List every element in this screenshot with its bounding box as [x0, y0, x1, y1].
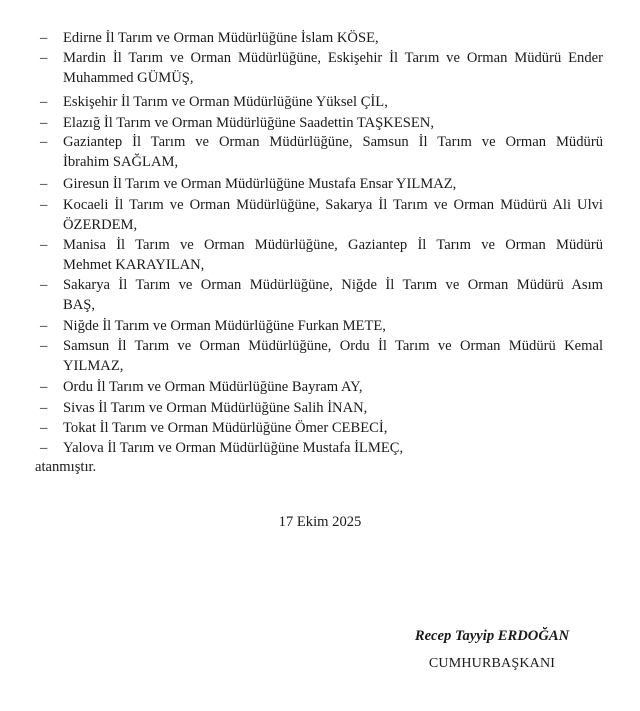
list-item-text-continued: Muhammed GÜMÜŞ, — [63, 70, 194, 86]
list-dash: – — [40, 277, 48, 293]
list-item-text: Elazığ İl Tarım ve Orman Müdürlüğüne Saadettin TAŞKESEN, — [63, 115, 434, 131]
list-item-text: Sakarya İl Tarım ve Orman Müdürlüğüne, Niğde İl Tarım ve Orman Müdürü Asım — [63, 277, 603, 293]
list-item-text-continued: YILMAZ, — [63, 358, 124, 374]
list-item-text: Giresun İl Tarım ve Orman Müdürlüğüne Mustafa Ensar YILMAZ, — [63, 176, 457, 192]
list-item-text-continued: ÖZERDEM, — [63, 217, 138, 233]
list-dash: – — [40, 440, 48, 456]
list-item-text: Yalova İl Tarım ve Orman Müdürlüğüne Mustafa İLMEÇ, — [63, 440, 404, 456]
list-item-text: Samsun İl Tarım ve Orman Müdürlüğüne, Ordu İl Tarım ve Orman Müdürü Kemal — [63, 338, 603, 354]
list-dash: – — [40, 400, 48, 416]
closing-text: atanmıştır. — [35, 459, 97, 475]
list-item-text: Tokat İl Tarım ve Orman Müdürlüğüne Ömer CEBECİ, — [63, 420, 388, 436]
list-item-text: Niğde İl Tarım ve Orman Müdürlüğüne Furkan METE, — [63, 318, 386, 334]
list-dash: – — [40, 134, 48, 150]
list-item-text-continued: Mehmet KARAYILAN, — [63, 257, 205, 273]
list-dash: – — [40, 50, 48, 66]
list-dash: – — [40, 237, 48, 253]
list-item-text-continued: BAŞ, — [63, 297, 96, 313]
list-item-text: Manisa İl Tarım ve Orman Müdürlüğüne, Gaziantep İl Tarım ve Orman Müdürü — [63, 237, 603, 253]
signer-title: CUMHURBAŞKANI — [428, 656, 556, 671]
list-dash: – — [40, 197, 48, 213]
list-item-text-continued: İbrahim SAĞLAM, — [63, 154, 179, 170]
list-item-text: Gaziantep İl Tarım ve Orman Müdürlüğüne, Samsun İl Tarım ve Orman Müdürü — [63, 134, 603, 150]
list-item-text: Sivas İl Tarım ve Orman Müdürlüğüne Salih İNAN, — [63, 400, 368, 416]
list-dash: – — [40, 176, 48, 192]
list-dash: – — [40, 338, 48, 354]
list-item-text: Edirne İl Tarım ve Orman Müdürlüğüne İslam KÖSE, — [63, 30, 379, 46]
signer-name: Recep Tayyip ERDOĞAN — [414, 628, 570, 644]
list-item-text: Mardin İl Tarım ve Orman Müdürlüğüne, Eskişehir İl Tarım ve Orman Müdürü Ender — [63, 50, 603, 66]
list-dash: – — [40, 115, 48, 131]
list-dash: – — [40, 94, 48, 110]
list-dash: – — [40, 318, 48, 334]
decree-date: 17 Ekim 2025 — [278, 514, 362, 530]
list-item-text: Ordu İl Tarım ve Orman Müdürlüğüne Bayram AY, — [63, 379, 363, 395]
list-item-text: Eskişehir İl Tarım ve Orman Müdürlüğüne Yüksel ÇİL, — [63, 94, 388, 110]
list-dash: – — [40, 379, 48, 395]
list-item-text: Kocaeli İl Tarım ve Orman Müdürlüğüne, Sakarya İl Tarım ve Orman Müdürü Ali Ulvi — [63, 197, 603, 213]
list-dash: – — [40, 30, 48, 46]
list-dash: – — [40, 420, 48, 436]
